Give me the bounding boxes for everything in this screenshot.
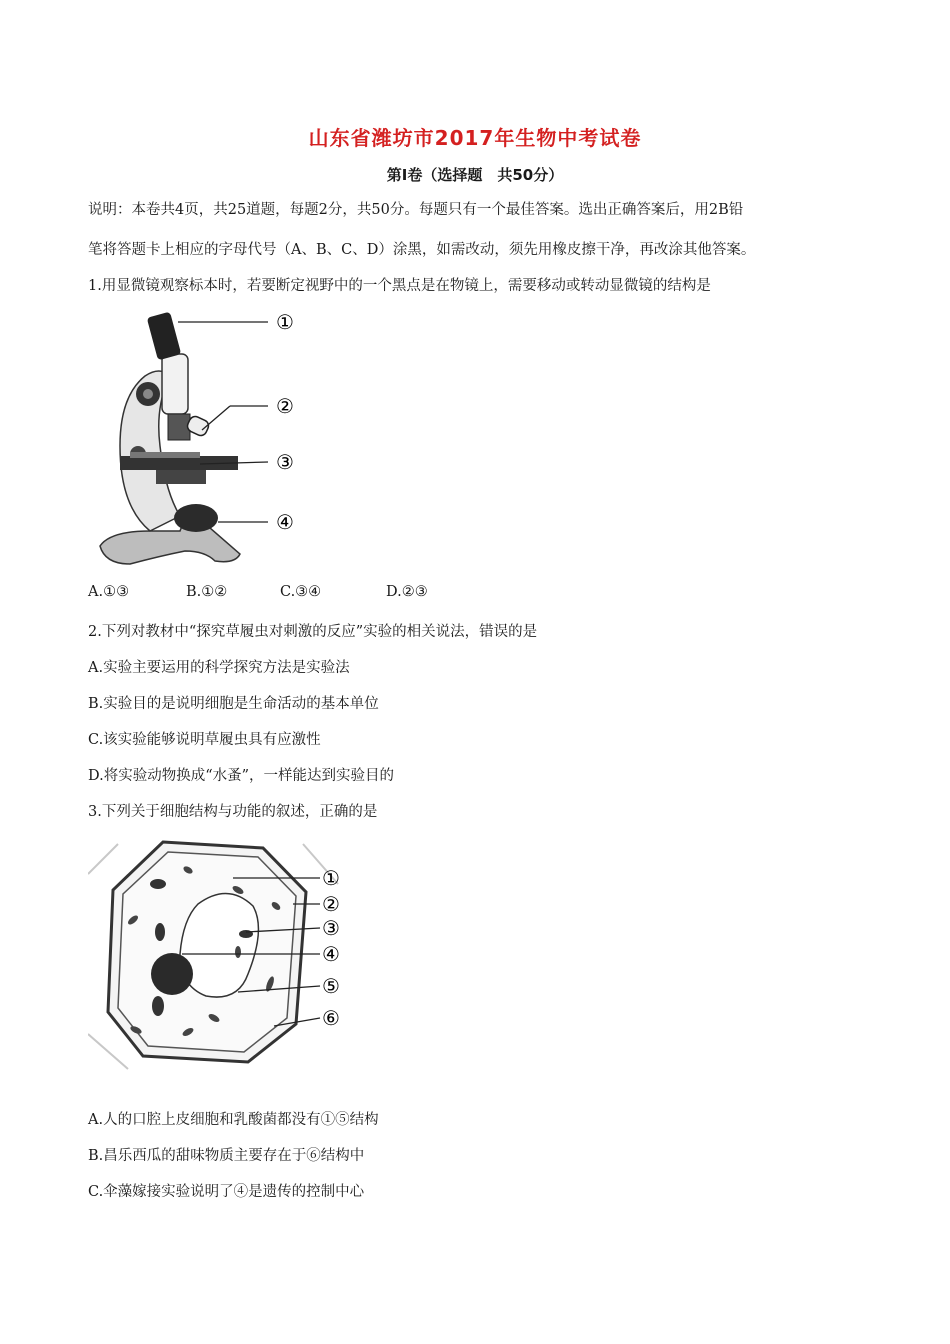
cell-label-2: ② [322, 892, 340, 916]
instructions-line-2: 笔将答题卡上相应的字母代号（A、B、C、D）涂黑，如需改动，须先用橡皮擦干净，再改涂其他答案。 [88, 242, 756, 258]
question-3-stem: 3.下列关于细胞结构与功能的叙述，正确的是 [88, 804, 378, 820]
q1-option-b: B.①② [186, 584, 228, 600]
cell-label-5: ⑤ [322, 974, 340, 998]
microscope-label-3: ③ [276, 450, 294, 474]
microscope-label-2: ② [276, 394, 294, 418]
question-1-stem: 1.用显微镜观察标本时，若要断定视野中的一个黑点是在物镜上，需要移动或转动显微镜的结构是 [88, 278, 711, 294]
paper-title: 山东省潍坊市2017年生物中考试卷 [308, 126, 642, 150]
microscope-figure [90, 306, 310, 568]
q1-option-c: C.③④ [280, 584, 322, 600]
cell-label-1: ① [322, 866, 340, 890]
q3-option-b: B.昌乐西瓜的甜味物质主要存在于⑥结构中 [88, 1148, 365, 1164]
plant-cell-figure [88, 834, 358, 1076]
q1-option-a: A.①③ [88, 584, 130, 600]
question-2-stem: 2.下列对教材中“探究草履虫对刺激的反应”实验的相关说法，错误的是 [88, 624, 538, 640]
q1-option-d: D.②③ [386, 584, 428, 600]
q3-option-c: C.伞藻嫁接实验说明了④是遗传的控制中心 [88, 1184, 365, 1200]
cell-label-6: ⑥ [322, 1006, 340, 1030]
microscope-label-1: ① [276, 310, 294, 334]
cell-label-4: ④ [322, 942, 340, 966]
q2-option-b: B.实验目的是说明细胞是生命活动的基本单位 [88, 696, 379, 712]
q2-option-c: C.该实验能够说明草履虫具有应激性 [88, 732, 321, 748]
cell-label-3: ③ [322, 916, 340, 940]
section-title: 第Ⅰ卷（选择题 共50分） [386, 166, 564, 184]
microscope-label-4: ④ [276, 510, 294, 534]
q2-option-d: D.将实验动物换成“水蚤”，一样能达到实验目的 [88, 768, 395, 784]
q3-option-a: A.人的口腔上皮细胞和乳酸菌都没有①⑤结构 [88, 1112, 379, 1128]
q2-option-a: A.实验主要运用的科学探究方法是实验法 [88, 660, 350, 676]
instructions-line-1: 说明：本卷共4页，共25道题，每题2分，共50分。每题只有一个最佳答案。选出正确答案后，用2B铅 [88, 202, 744, 218]
